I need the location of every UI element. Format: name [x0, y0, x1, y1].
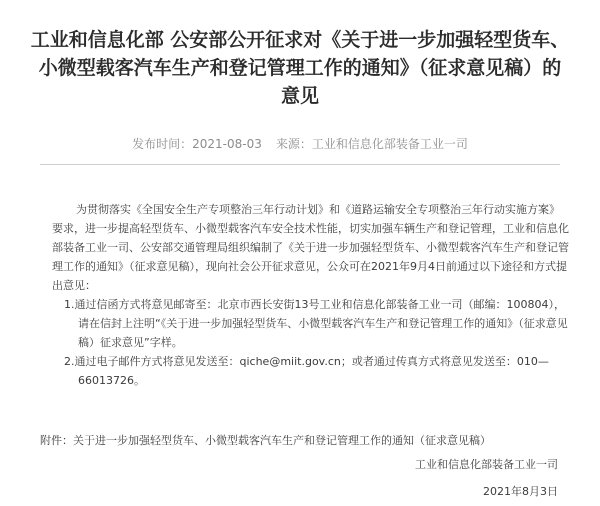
publish-date: 2021-08-03: [192, 137, 262, 151]
publish-label: 发布时间：: [132, 137, 193, 151]
meta-divider: [40, 164, 560, 165]
source-name: 工业和信息化部装备工业一司: [311, 137, 468, 151]
article-title: 工业和信息化部 公安部公开征求对《关于进一步加强轻型货车、小微型载客汽车生产和登记管理工作的通知》（征求意见稿）的意见: [30, 29, 570, 107]
list-item-email: 2.通过电子邮件方式将意见发送至：qiche@miit.gov.cn；或者通过传真方式将意见发送至：010—66013726。: [64, 355, 549, 387]
signature-date: 2021年8月3日: [483, 485, 558, 498]
attachment-link[interactable]: 附件：关于进一步加强轻型货车、小微型载客汽车生产和登记管理工作的通知（征求意见稿）: [40, 434, 491, 447]
list-item-mail: 1.通过信函方式将意见邮寄至：北京市西长安街13号工业和信息化部装备工业一司（邮编：100804），请在信封上注明“《关于进一步加强轻型货车、小微型载客汽车生产和登记管理工作的通知》（征求意见稿）征求意见”字样。: [64, 298, 568, 349]
article-meta: [0, 135, 600, 152]
article-body: [52, 200, 570, 390]
source-label: 来源：: [275, 137, 312, 151]
intro-paragraph: 为贯彻落实《全国安全生产专项整治三年行动计划》和《道路运输安全专项整治三年行动实施方案》要求，进一步提高轻型货车、小微型载客汽车安全技术性能，切实加强车辆生产和登记管理，工业和信息化部装备工业一司、公安部交通管理局组织编制了《关于进一步加强轻型货车、小微型载客汽车生产和登记管理工作的通知》（征求意见稿），现向社会公开征求意见，公众可在2021年9月4日前通过以下途径和方式提出意见：: [52, 203, 569, 292]
signature: 工业和信息化部装备工业一司: [415, 458, 558, 471]
